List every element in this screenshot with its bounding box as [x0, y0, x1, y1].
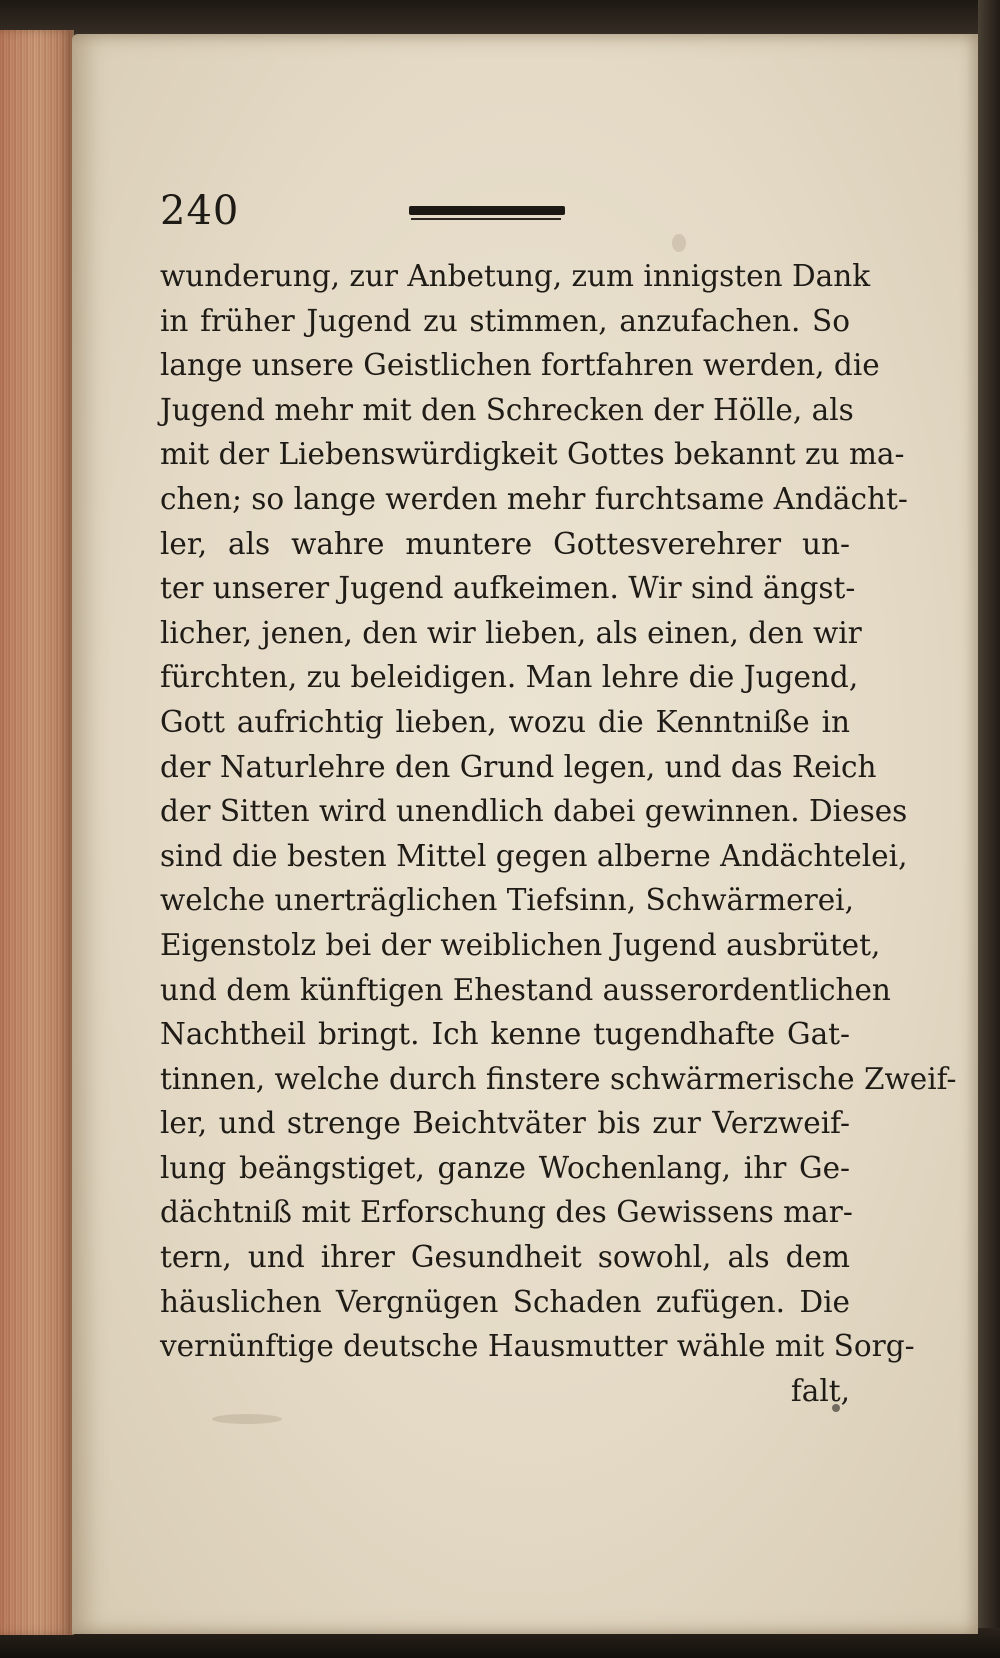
text-line: wunderung, zur Anbetung, zum innigsten Dank	[160, 259, 871, 293]
text-line: vernünftige deutsche Hausmutter wähle mit Sorg-	[160, 1329, 915, 1364]
paper-stain	[212, 1414, 282, 1424]
text-line: Nachtheil bringt. Ich kenne tugendhafte Gat-	[160, 1017, 850, 1052]
text-line: häuslichen Vergnügen Schaden zufügen. Die	[160, 1284, 850, 1319]
text-line: Gott aufrichtig lieben, wozu die Kenntniße in	[160, 704, 850, 739]
text-line: Jugend mehr mit den Schrecken der Hölle, als	[160, 392, 854, 427]
text-line: und dem künftigen Ehestand ausserordentlichen	[160, 972, 891, 1007]
scan-right-border	[978, 0, 1000, 1658]
text-line: der Naturlehre den Grund legen, und das Reich	[160, 749, 877, 784]
page-number: 240	[160, 188, 240, 234]
text-line: ler, und strenge Beichtväter bis zur Verzweif-	[160, 1106, 850, 1141]
text-line: dächtniß mit Erforschung des Gewissens mar-	[160, 1195, 853, 1230]
text-line: der Sitten wird unendlich dabei gewinnen. Dieses	[160, 794, 908, 829]
text-line: lange unsere Geistlichen fortfahren werden, die	[160, 348, 880, 383]
body-text	[160, 254, 957, 1413]
paper-stain	[672, 234, 686, 252]
text-line: ter unserer Jugend aufkeimen. Wir sind ängst-	[160, 571, 856, 606]
text-line: tinnen, welche durch finstere schwärmerische Zweif-	[160, 1061, 957, 1096]
text-line: licher, jenen, den wir lieben, als einen, den wir	[160, 615, 862, 650]
text-line: ler, als wahre muntere Gottesverehrer un-	[160, 526, 850, 561]
text-line: Eigenstolz bei der weiblichen Jugend ausbrütet,	[160, 927, 881, 962]
text-line: lung beängstiget, ganze Wochenlang, ihr Ge-	[160, 1150, 850, 1185]
catchword: falt,	[790, 1373, 850, 1408]
text-line: tern, und ihrer Gesundheit sowohl, als dem	[160, 1240, 850, 1275]
text-line: fürchten, zu beleidigen. Man lehre die Jugend,	[160, 660, 859, 695]
text-line: in früher Jugend zu stimmen, anzufachen. So	[160, 303, 850, 338]
header-rule	[409, 206, 565, 215]
book-page-edges	[0, 30, 74, 1635]
text-line: sind die besten Mittel gegen alberne Andächtelei,	[160, 838, 908, 873]
text-line: welche unerträglichen Tiefsinn, Schwärmerei,	[160, 883, 854, 918]
text-line: chen; so lange werden mehr furchtsame Andächt-	[160, 481, 908, 516]
text-line: mit der Liebenswürdigkeit Gottes bekannt zu ma-	[160, 437, 905, 472]
